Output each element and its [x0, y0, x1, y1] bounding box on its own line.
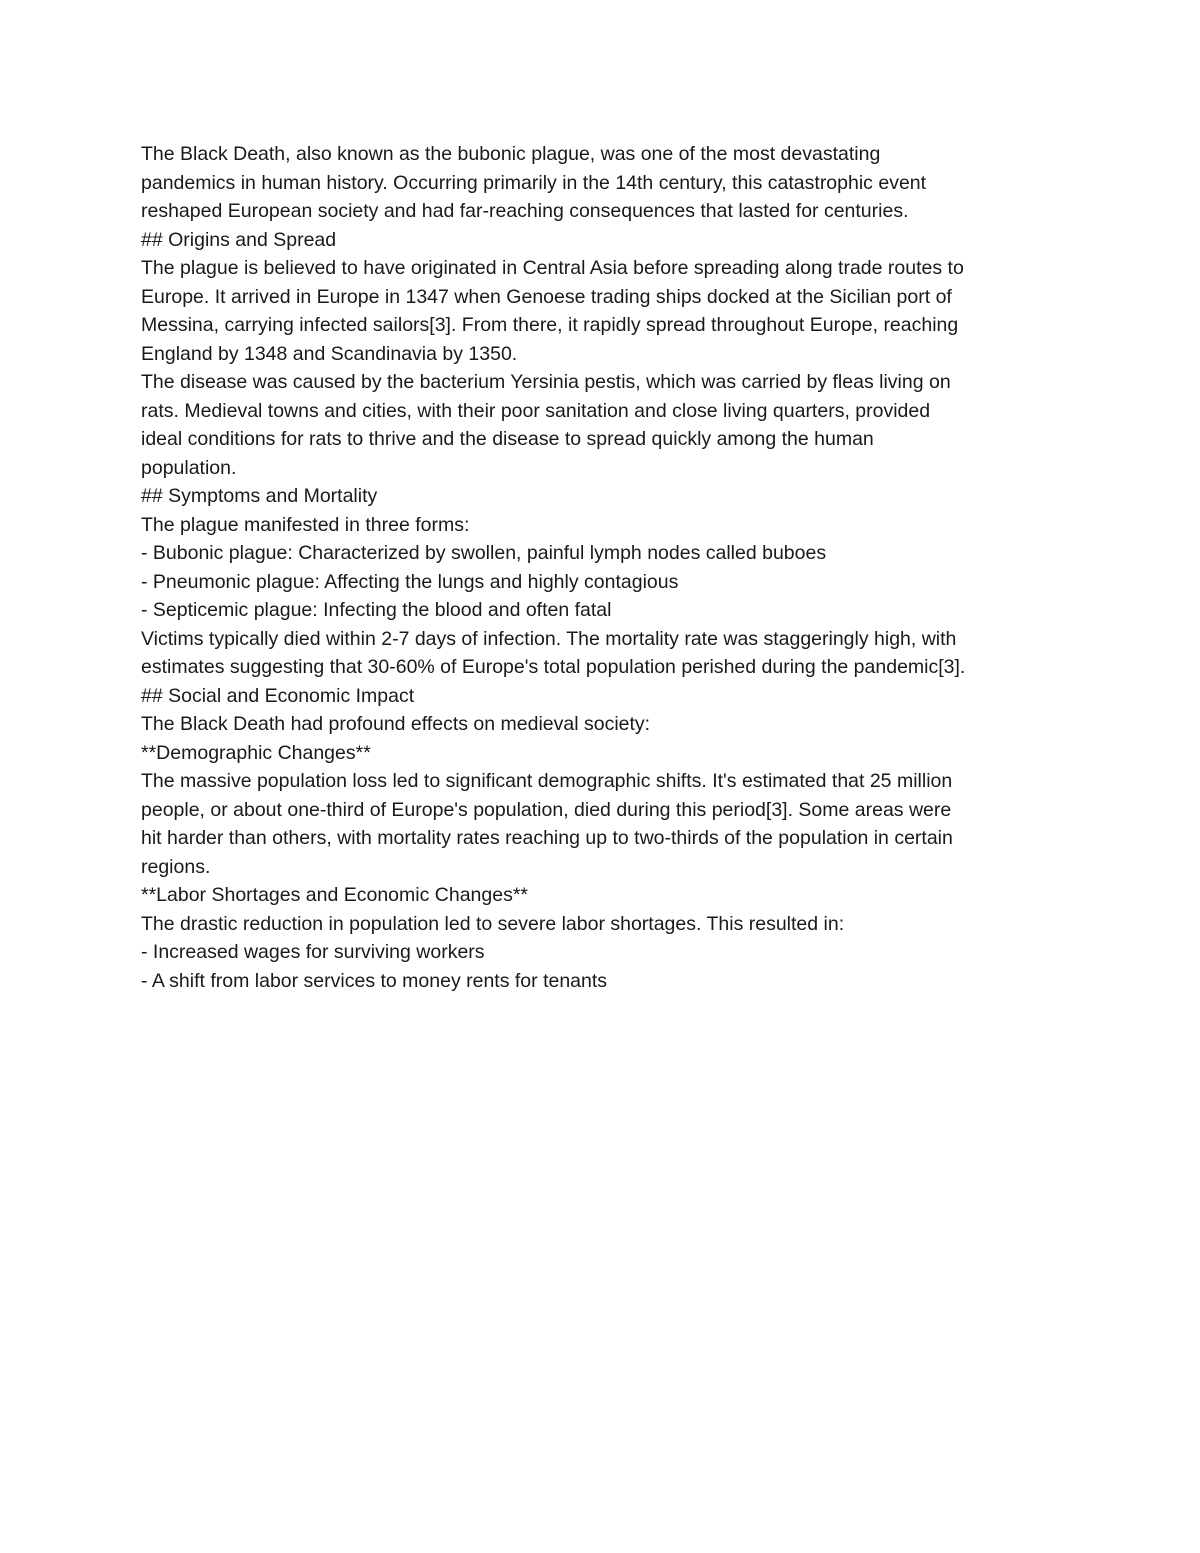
intro-paragraph	[141, 140, 1066, 226]
text-line: The Black Death, also known as the bubonic plague, was one of the most devastating	[141, 143, 881, 165]
text-line: population.	[141, 456, 237, 479]
mortality-paragraph	[141, 625, 1066, 682]
text-line: The plague is believed to have originated in Central Asia before spreading along trade routes to	[141, 257, 964, 279]
labor-heading: **Labor Shortages and Economic Changes**	[141, 884, 529, 906]
symptoms-heading: ## Symptoms and Mortality	[141, 485, 378, 507]
demographic-heading: **Demographic Changes**	[141, 741, 371, 764]
text-line: regions.	[141, 855, 211, 878]
text-line: Europe. It arrived in Europe in 1347 when Genoese trading ships docked at the Sicilian port of	[141, 285, 952, 308]
impact-intro: The Black Death had profound effects on medieval society:	[141, 713, 651, 735]
origins-heading: ## Origins and Spread	[141, 228, 337, 251]
list-item: - A shift from labor services to money rents for tenants	[141, 969, 608, 992]
origins-paragraph-1	[141, 254, 1066, 368]
impact-heading: ## Social and Economic Impact	[141, 684, 415, 707]
text-line: reshaped European society and had far-reaching consequences that lasted for centuries.	[141, 200, 909, 222]
text-line: Victims typically died within 2-7 days of infection. The mortality rate was staggeringly high, with	[141, 627, 957, 650]
demographic-paragraph	[141, 767, 1066, 881]
text-line: hit harder than others, with mortality rates reaching up to two-thirds of the population in certain	[141, 827, 953, 849]
list-item: - Septicemic plague: Infecting the blood and often fatal	[141, 599, 612, 621]
symptoms-list	[141, 539, 1066, 625]
labor-list	[141, 938, 1066, 995]
labor-intro: The drastic reduction in population led to severe labor shortages. This resulted in:	[141, 912, 845, 935]
text-line: pandemics in human history. Occurring primarily in the 14th century, this catastrophic event	[141, 171, 927, 194]
text-line: The disease was caused by the bacterium Yersinia pestis, which was carried by fleas living on	[141, 371, 951, 393]
origins-paragraph-2	[141, 368, 1066, 482]
text-line: Messina, carrying infected sailors[3]. From there, it rapidly spread throughout Europe, reaching	[141, 314, 959, 336]
document-body	[141, 140, 1066, 995]
text-line: England by 1348 and Scandinavia by 1350.	[141, 342, 518, 365]
list-item: - Bubonic plague: Characterized by swollen, painful lymph nodes called buboes	[141, 542, 827, 564]
list-item: - Pneumonic plague: Affecting the lungs and highly contagious	[141, 570, 679, 593]
symptoms-intro: The plague manifested in three forms:	[141, 513, 470, 536]
list-item: - Increased wages for surviving workers	[141, 941, 485, 963]
text-line: estimates suggesting that 30-60% of Europe's total population perished during the pandemic[3].	[141, 656, 966, 678]
text-line: The massive population loss led to significant demographic shifts. It's estimated that 25 million	[141, 770, 953, 792]
text-line: rats. Medieval towns and cities, with their poor sanitation and close living quarters, provided	[141, 399, 931, 422]
text-line: people, or about one-third of Europe's population, died during this period[3]. Some areas were	[141, 798, 952, 821]
text-line: ideal conditions for rats to thrive and the disease to spread quickly among the human	[141, 428, 874, 450]
